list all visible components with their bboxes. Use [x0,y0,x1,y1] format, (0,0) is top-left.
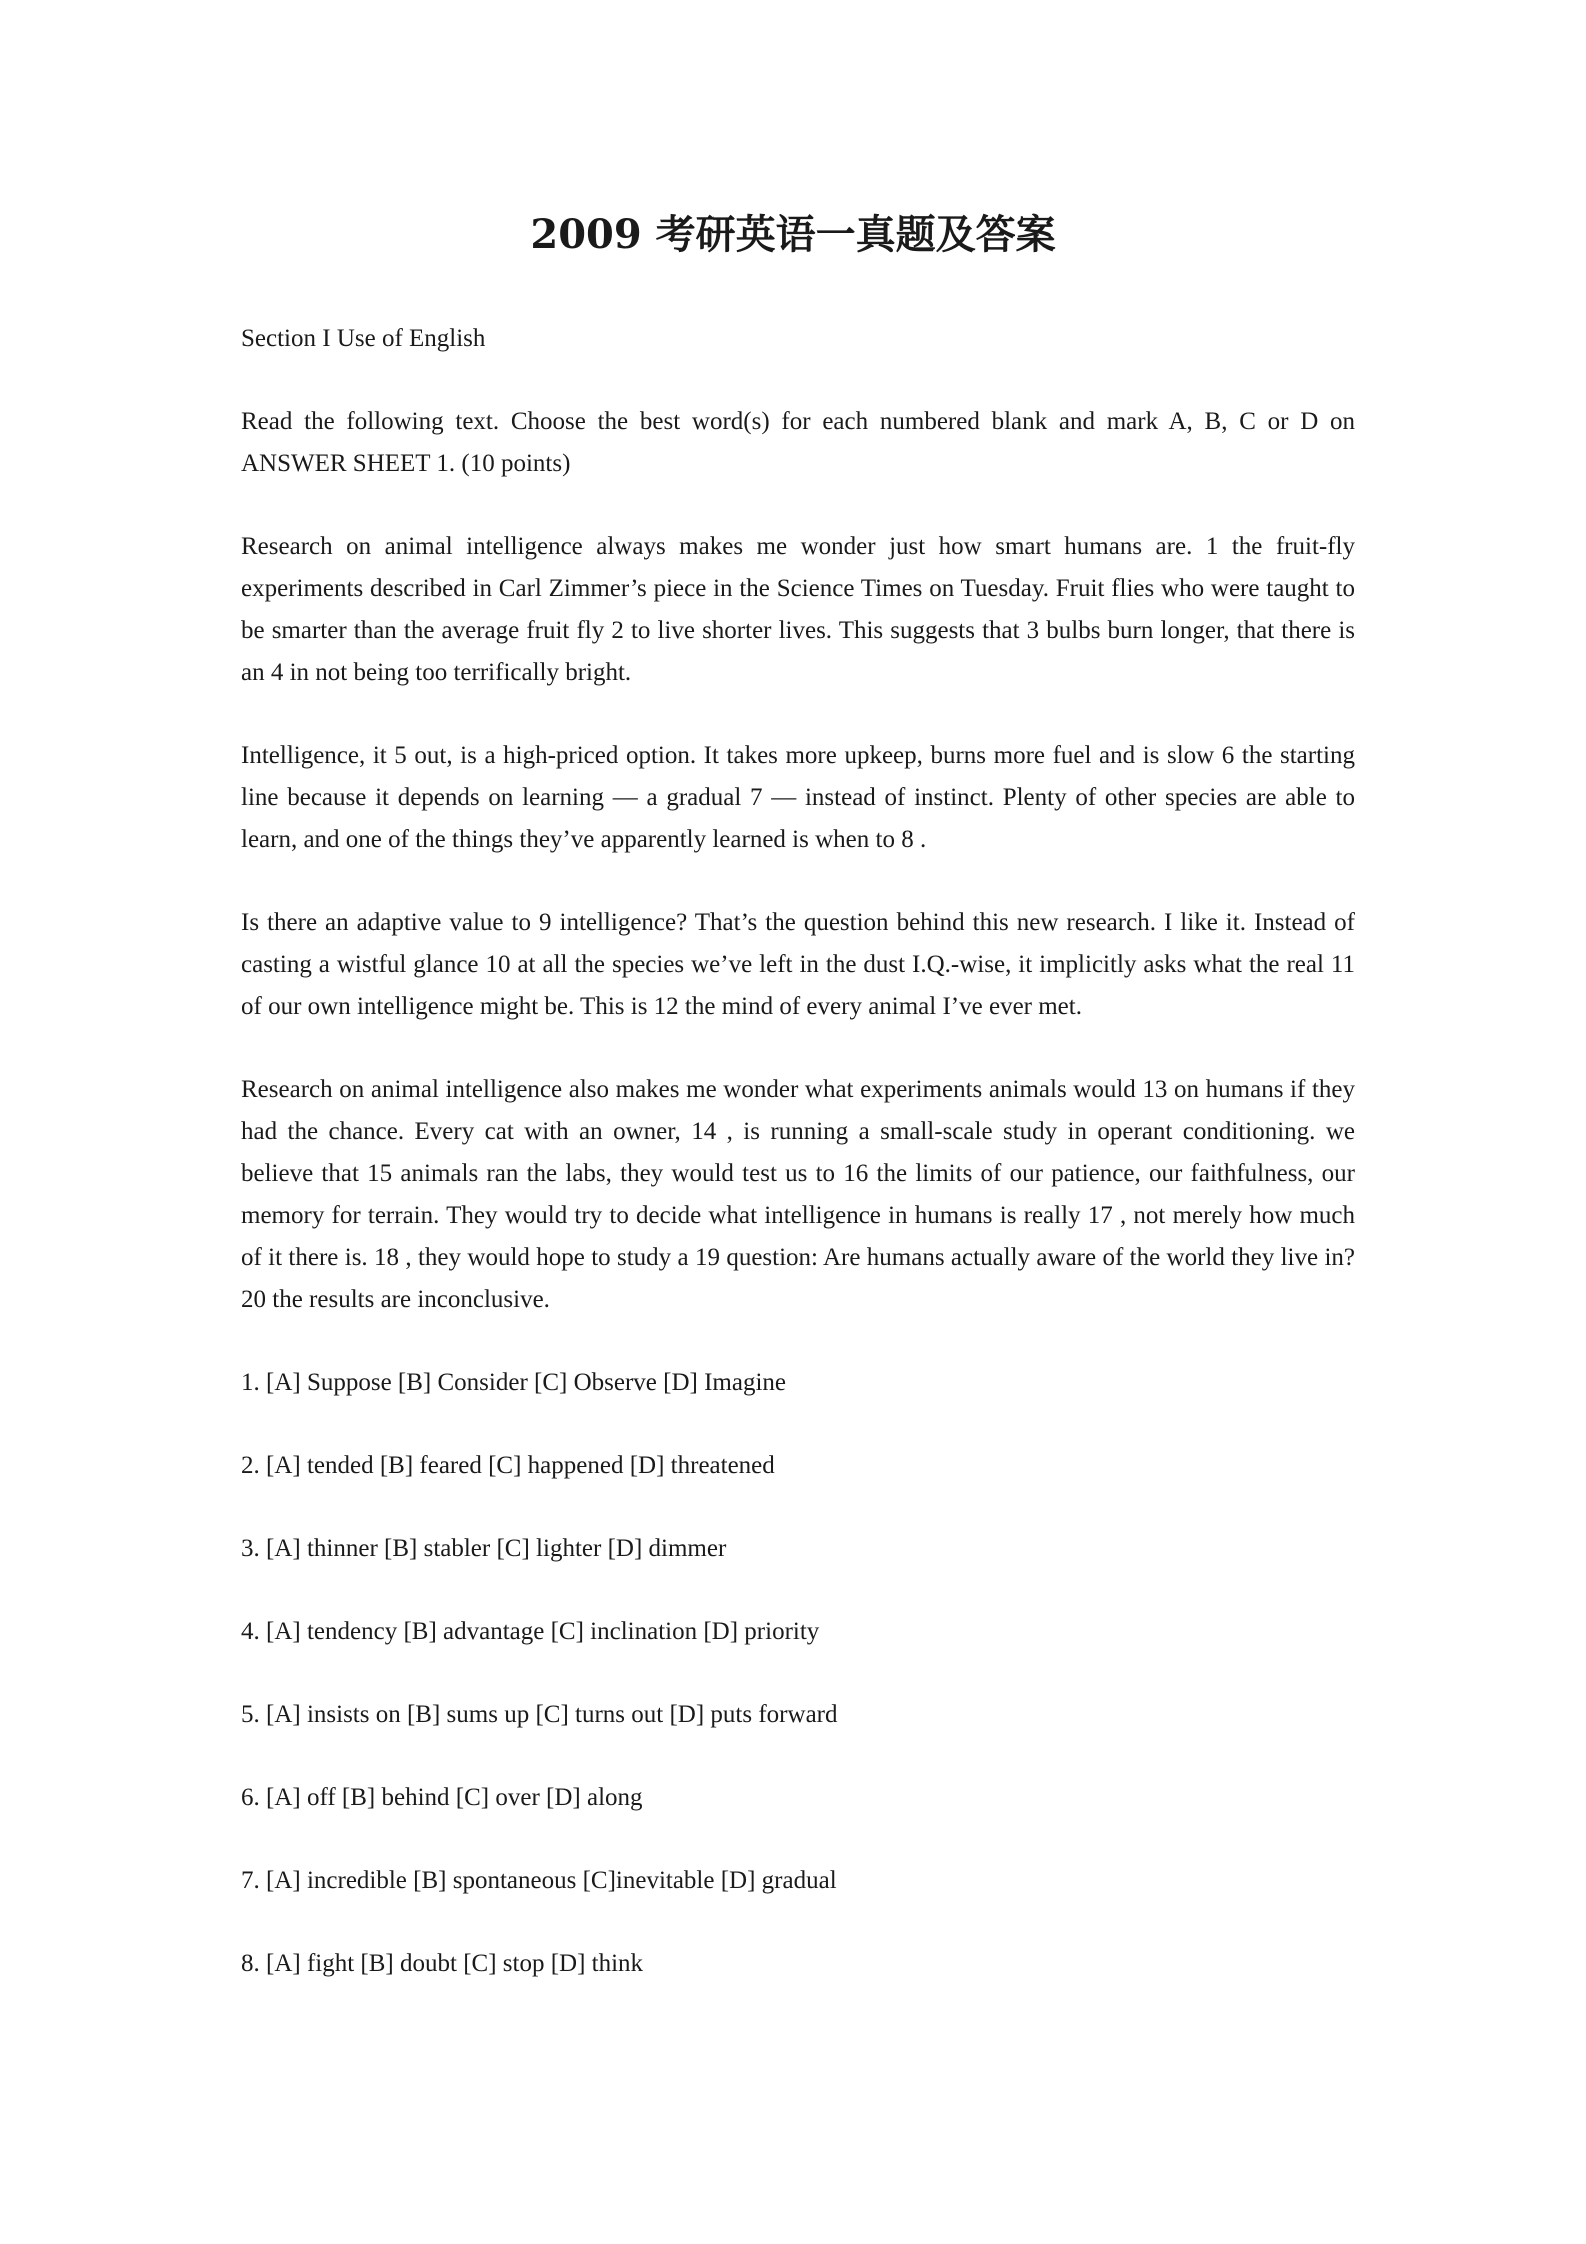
question-5: 5. [A] insists on [B] sums up [C] turns out [D] puts forward [241,1701,838,1728]
passage-paragraph-4: Research on animal intelligence also makes me wonder what experiments animals would 13 on humans if they had the chance. Every cat with an owner, 14 , is running a small-scale study in operant conditioning. we believe that 15 animals ran the labs, they would test us to 16 the limits of our patience, our faithfulness, our memory for terrain. They would try to decide what intelligence in humans is really 17 , not merely how much of it there is. 18 , they would hope to study a 19 question: Are humans actually aware of the world they live in? 20 the results are inconclusive. [241,1076,1355,1313]
question-7: 7. [A] incredible [B] spontaneous [C]inevitable [D] gradual [241,1867,837,1894]
document-body [241,318,1355,2026]
passage-paragraph-2: Intelligence, it 5 out, is a high-priced option. It takes more upkeep, burns more fuel and is slow 6 the starting line because it depends on learning — a gradual 7 — instead of instinct. Plenty of other species are able to learn, and one of the things they’ve apparently learned is when to 8 . [241,742,1355,853]
passage-paragraph-1: Research on animal intelligence always makes me wonder just how smart humans are. 1 the fruit-fly experiments described in Carl Zimmer’s piece in the Science Times on Tuesday. Fruit flies who were taught to be smarter than the average fruit fly 2 to live shorter lives. This suggests that 3 bulbs burn longer, that there is an 4 in not being too terrifically bright. [241,533,1355,686]
instructions: Read the following text. Choose the best word(s) for each numbered blank and mark A, B, C or D on ANSWER SHEET 1. (10 points) [241,408,1355,477]
passage-paragraph-3: Is there an adaptive value to 9 intelligence? That’s the question behind this new research. I like it. Instead of casting a wistful glance 10 at all the species we’ve left in the dust I.Q.-wise, it implicitly asks what the real 11 of our own intelligence might be. This is 12 the mind of every animal I’ve ever met. [241,909,1355,1020]
section-heading: Section I Use of English [241,325,486,352]
question-6: 6. [A] off [B] behind [C] over [D] along [241,1784,643,1811]
question-4: 4. [A] tendency [B] advantage [C] inclination [D] priority [241,1618,820,1645]
page-title: 2009 考研英语一真题及答案 [530,211,1056,258]
question-2: 2. [A] tended [B] feared [C] happened [D] threatened [241,1452,775,1479]
question-3: 3. [A] thinner [B] stabler [C] lighter [D] dimmer [241,1535,727,1562]
question-8: 8. [A] fight [B] doubt [C] stop [D] think [241,1950,644,1977]
question-1: 1. [A] Suppose [B] Consider [C] Observe [D] Imagine [241,1369,787,1396]
